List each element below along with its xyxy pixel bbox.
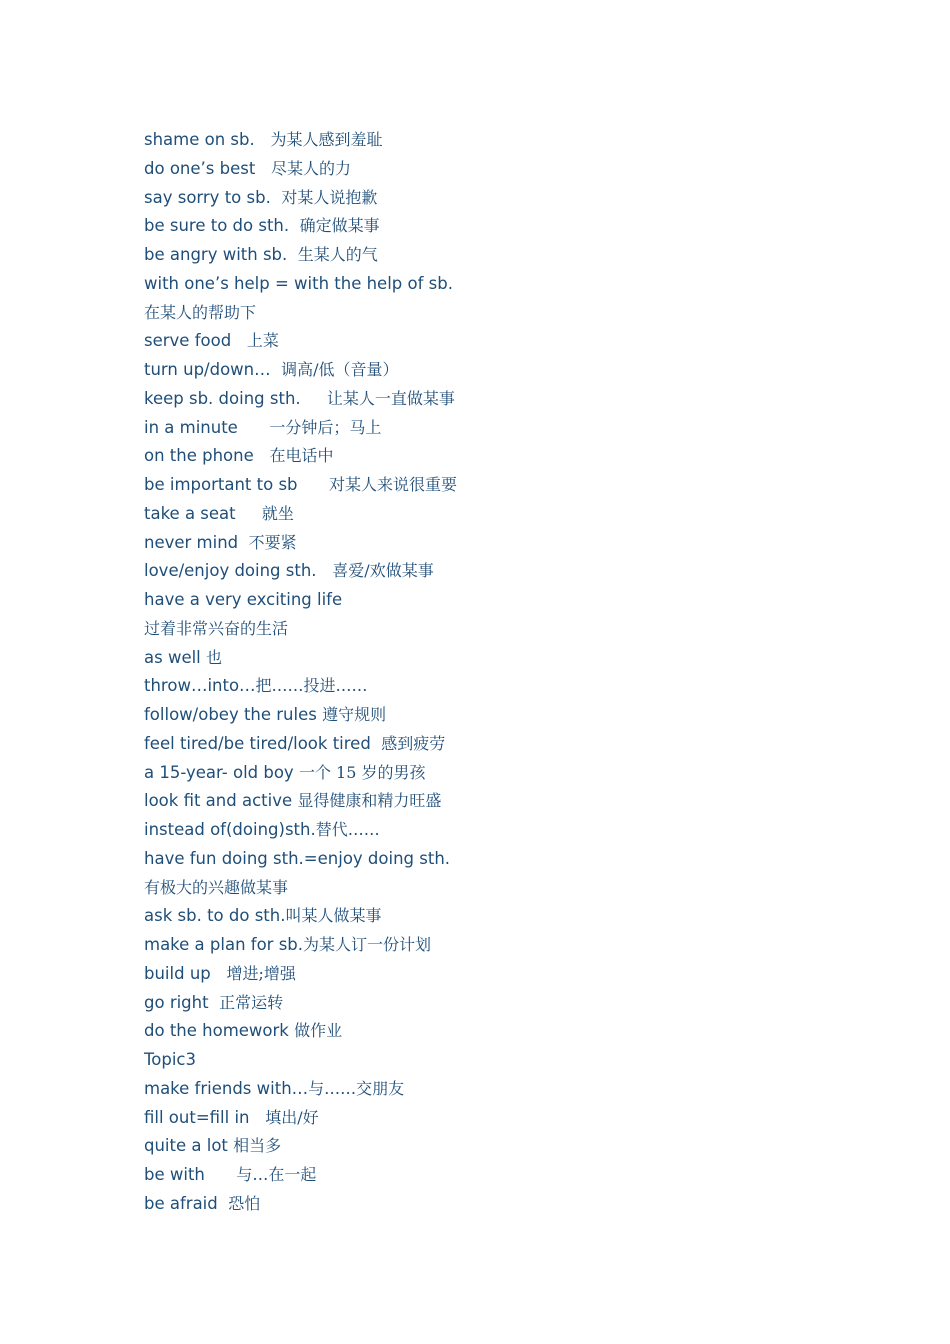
vocab-line: [144, 241, 844, 270]
vocab-line: [144, 902, 844, 931]
phrase-chinese: 对某人说抱歉: [281, 187, 378, 207]
vocab-line: [144, 155, 844, 184]
phrase-english: have a very exciting life: [144, 590, 343, 609]
phrase-chinese: 有极大的兴趣做某事: [144, 877, 289, 897]
phrase-chinese: 做作业: [294, 1021, 343, 1041]
phrase-english: a 15-year- old boy: [144, 762, 299, 782]
vocab-line: [144, 1017, 844, 1046]
phrase-english: fill out=fill in: [144, 1107, 266, 1127]
phrase-english: keep sb. doing sth.: [144, 388, 327, 408]
phrase-english: shame on sb.: [144, 130, 271, 149]
phrase-english: be angry with sb.: [144, 245, 298, 264]
phrase-chinese: 生某人的气: [297, 245, 378, 264]
phrase-english: feel tired/be tired/look tired: [144, 733, 382, 753]
phrase-chinese: 让某人一直做某事: [326, 388, 455, 408]
vocab-line: [144, 787, 844, 816]
phrase-chinese: 喜爱/欢做某事: [332, 561, 434, 581]
vocab-line: [144, 529, 844, 558]
vocab-line: [144, 931, 844, 960]
vocab-line: [144, 1161, 844, 1190]
section-heading: [144, 1046, 844, 1075]
vocab-line: [144, 500, 844, 529]
vocab-line: [144, 960, 844, 989]
phrase-english: say sorry to sb.: [144, 187, 282, 207]
phrase-chinese: 替代……: [315, 820, 380, 839]
vocab-line: [144, 414, 844, 443]
phrase-chinese: 在某人的帮助下: [144, 302, 257, 322]
phrase-chinese: 相当多: [233, 1136, 282, 1156]
phrase-chinese: 不要紧: [248, 532, 297, 552]
vocab-line: [144, 471, 844, 500]
phrase-english: on the phone: [144, 446, 270, 466]
phrase-chinese: 与…在一起: [236, 1165, 317, 1184]
phrase-english: do the homework: [144, 1021, 295, 1041]
vocab-line: [144, 299, 844, 328]
phrase-chinese: 尽某人的力: [271, 158, 352, 178]
vocab-line: [144, 1190, 844, 1219]
phrase-english: be sure to do sth.: [144, 216, 300, 236]
phrase-english: make friends with…: [144, 1078, 309, 1098]
phrase-english: turn up/down…: [144, 360, 282, 379]
phrase-english: throw…into…: [144, 676, 256, 696]
phrase-chinese: 为某人感到羞耻: [270, 130, 383, 149]
phrase-chinese: 为某人订一份计划: [303, 935, 432, 954]
phrase-english: build up: [144, 963, 227, 983]
phrase-chinese: 感到疲劳: [381, 733, 446, 753]
phrase-english: quite a lot: [144, 1136, 234, 1156]
phrase-chinese: 遵守规则: [322, 705, 387, 724]
phrase-chinese: 也: [206, 647, 223, 667]
vocab-line: [144, 845, 844, 874]
phrase-english: do one’s best: [144, 158, 272, 178]
phrase-english: in a minute: [144, 417, 270, 437]
phrase-chinese: 把……投进……: [255, 676, 368, 696]
phrase-english: serve food: [144, 331, 247, 351]
vocab-line: [144, 126, 844, 155]
phrase-english: go right: [144, 992, 220, 1012]
phrase-english: instead of(doing)sth.: [144, 820, 316, 839]
phrase-chinese: 一个 15 岁的男孩: [298, 762, 426, 782]
vocab-line: [144, 1075, 844, 1104]
phrase-chinese: 增进;增强: [226, 963, 296, 983]
vocab-line: [144, 615, 844, 644]
vocab-line: [144, 557, 844, 586]
phrase-chinese: 对某人来说很重要: [328, 475, 457, 494]
phrase-english: as well: [144, 647, 207, 667]
vocab-line: [144, 874, 844, 903]
vocab-line: [144, 701, 844, 730]
phrase-chinese: 调高/低（音量）: [281, 360, 399, 379]
vocab-line: [144, 356, 844, 385]
phrase-english: have fun doing sth.=enjoy doing sth.: [144, 848, 451, 868]
phrase-english: look fit and active: [144, 791, 298, 811]
phrase-chinese: 显得健康和精力旺盛: [297, 791, 442, 811]
phrase-chinese: 与……交朋友: [308, 1078, 405, 1098]
phrase-english: with one’s help = with the help of sb.: [144, 273, 453, 293]
phrase-chinese: 确定做某事: [299, 216, 380, 236]
phrase-english: Topic3: [144, 1050, 196, 1069]
vocab-line: [144, 989, 844, 1018]
document-page: [144, 126, 844, 1219]
phrase-english: be with: [144, 1165, 237, 1184]
vocab-line: [144, 327, 844, 356]
vocab-line: [144, 270, 844, 299]
phrase-english: make a plan for sb.: [144, 935, 304, 954]
vocab-line: [144, 672, 844, 701]
phrase-chinese: 在电话中: [269, 446, 334, 466]
vocab-line: [144, 759, 844, 788]
phrase-english: be important to sb: [144, 475, 329, 494]
phrase-chinese: 叫某人做某事: [285, 906, 382, 926]
vocab-line: [144, 730, 844, 759]
phrase-english: never mind: [144, 532, 249, 552]
phrase-chinese: 恐怕: [228, 1193, 261, 1213]
phrase-chinese: 就坐: [261, 503, 294, 523]
phrase-english: be afraid: [144, 1193, 229, 1213]
phrase-chinese: 填出/好: [265, 1107, 319, 1127]
vocab-line: [144, 1132, 844, 1161]
vocab-line: [144, 586, 844, 615]
phrase-english: follow/obey the rules: [144, 705, 323, 724]
phrase-chinese: 正常运转: [219, 992, 284, 1012]
vocab-line: [144, 816, 844, 845]
vocab-line: [144, 442, 844, 471]
phrase-english: ask sb. to do sth.: [144, 906, 286, 926]
phrase-chinese: 上菜: [246, 331, 279, 351]
vocab-line: [144, 184, 844, 213]
phrase-chinese: 一分钟后；马上: [269, 417, 382, 437]
phrase-chinese: 过着非常兴奋的生活: [144, 618, 289, 638]
vocab-line: [144, 644, 844, 673]
vocab-line: [144, 212, 844, 241]
phrase-english: love/enjoy doing sth.: [144, 561, 333, 581]
vocab-line: [144, 385, 844, 414]
vocab-line: [144, 1104, 844, 1133]
phrase-english: take a seat: [144, 503, 262, 523]
